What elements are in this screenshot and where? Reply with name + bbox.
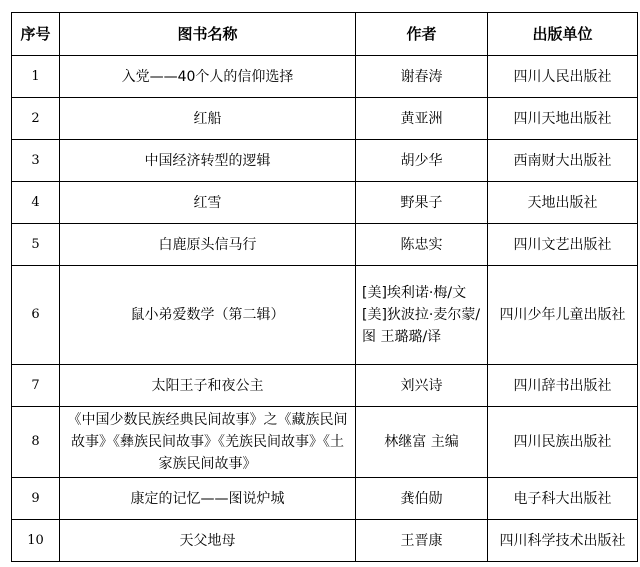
row-no: 7 <box>12 365 60 407</box>
row-no: 2 <box>12 98 60 140</box>
table-row <box>12 140 638 182</box>
row-author: 龚伯勋 <box>356 478 488 520</box>
table-row <box>12 98 638 140</box>
row-publisher: 四川少年儿童出版社 <box>488 266 638 365</box>
header-author: 作者 <box>356 13 488 56</box>
row-author: 野果子 <box>356 182 488 224</box>
row-no: 10 <box>12 520 60 562</box>
header-no: 序号 <box>12 13 60 56</box>
row-publisher: 西南财大出版社 <box>488 140 638 182</box>
row-author: 王晋康 <box>356 520 488 562</box>
row-title: 中国经济转型的逻辑 <box>60 140 356 182</box>
row-publisher: 四川人民出版社 <box>488 56 638 98</box>
row-title: 康定的记忆——图说炉城 <box>60 478 356 520</box>
table-row <box>12 365 638 407</box>
row-title: 红雪 <box>60 182 356 224</box>
header-publisher: 出版单位 <box>488 13 638 56</box>
table-row <box>12 224 638 266</box>
row-no: 4 <box>12 182 60 224</box>
table-row <box>12 182 638 224</box>
row-title: 红船 <box>60 98 356 140</box>
header-title: 图书名称 <box>60 13 356 56</box>
row-no: 9 <box>12 478 60 520</box>
row-title: 天父地母 <box>60 520 356 562</box>
table-row <box>12 520 638 562</box>
row-title: 白鹿原头信马行 <box>60 224 356 266</box>
row-author: 陈忠实 <box>356 224 488 266</box>
row-author: 胡少华 <box>356 140 488 182</box>
row-publisher: 四川民族出版社 <box>488 407 638 478</box>
book-list-table <box>11 12 638 562</box>
row-author: 林继富 主编 <box>356 407 488 478</box>
row-title: 太阳王子和夜公主 <box>60 365 356 407</box>
row-title: 《中国少数民族经典民间故事》之《藏族民间故事》《彝族民间故事》《羌族民间故事》《土家族民间故事》 <box>60 407 356 478</box>
row-author: 谢春涛 <box>356 56 488 98</box>
row-no: 5 <box>12 224 60 266</box>
table-row <box>12 478 638 520</box>
table-row <box>12 407 638 478</box>
row-no: 8 <box>12 407 60 478</box>
row-no: 6 <box>12 266 60 365</box>
table-row <box>12 56 638 98</box>
row-publisher: 四川科学技术出版社 <box>488 520 638 562</box>
row-publisher: 四川天地出版社 <box>488 98 638 140</box>
row-no: 1 <box>12 56 60 98</box>
table-row <box>12 266 638 365</box>
row-no: 3 <box>12 140 60 182</box>
row-publisher: 四川辞书出版社 <box>488 365 638 407</box>
row-author: 黄亚洲 <box>356 98 488 140</box>
row-author: 刘兴诗 <box>356 365 488 407</box>
row-author: [美]埃利诺·梅/文 [美]狄波拉·麦尔蒙/图 王璐璐/译 <box>356 266 488 365</box>
table-header-row <box>12 13 638 56</box>
row-publisher: 四川文艺出版社 <box>488 224 638 266</box>
row-title: 鼠小弟爱数学（第二辑） <box>60 266 356 365</box>
row-title: 入党——40个人的信仰选择 <box>60 56 356 98</box>
row-publisher: 天地出版社 <box>488 182 638 224</box>
row-publisher: 电子科大出版社 <box>488 478 638 520</box>
